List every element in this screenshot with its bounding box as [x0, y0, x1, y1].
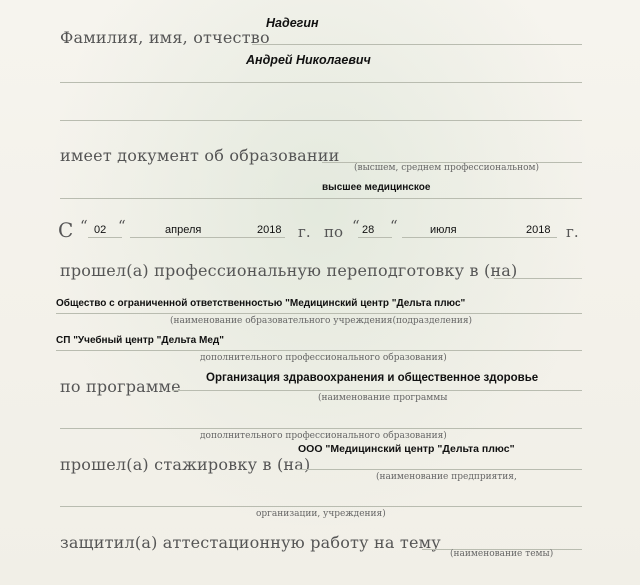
month-to-value: июля: [430, 224, 457, 236]
education-value: высшее медицинское: [322, 182, 431, 193]
day-to-value: 28: [362, 224, 375, 236]
fio-line-2: [60, 82, 582, 83]
day-from-line: [88, 237, 122, 238]
education-document-label: имеет документ об образовании: [60, 146, 340, 165]
fio-label: Фамилия, имя, отчество: [60, 28, 270, 47]
organization-value: Общество с ограниченной ответственностью "Медицинский центр "Дельта плюс": [56, 298, 466, 309]
from-prefix: С: [58, 218, 74, 242]
to-label: по: [324, 223, 344, 241]
education-hint: (высшем, среднем профессиональном): [354, 163, 540, 173]
year-from-suffix: г.: [298, 223, 311, 241]
organization-line: [56, 313, 582, 314]
day-from-value: 02: [94, 224, 107, 236]
day-to-line: [358, 237, 392, 238]
retraining-line: [494, 278, 582, 279]
month-from-value: апреля: [165, 224, 202, 236]
dop-edu-hint-1: дополнительного профессионального образования): [200, 353, 447, 363]
close-quote-2: “: [390, 217, 398, 235]
internship-line-1: [296, 469, 582, 470]
month-to-line: [402, 237, 557, 238]
organization-hint: (наименование образовательного учреждения(подразделения): [170, 316, 473, 326]
education-line-2: [60, 198, 582, 199]
program-line: [172, 390, 582, 391]
defended-label: защитил(а) аттестационную работу на тему: [60, 533, 441, 552]
open-quote-2: “: [352, 217, 360, 235]
fio-line-1: [252, 44, 582, 45]
subdivision-line: [56, 350, 582, 351]
close-quote-1: “: [118, 217, 126, 235]
name-patronymic-value: Андрей Николаевич: [246, 53, 371, 67]
program-hint: (наименование программы: [318, 393, 448, 403]
internship-place-value: ООО "Медицинский центр "Дельта плюс": [298, 443, 515, 455]
program-label: по программе: [60, 377, 181, 396]
subdivision-value: СП "Учебный центр "Дельта Мед": [56, 335, 224, 346]
program-line-2: [60, 428, 582, 429]
internship-line-2: [60, 506, 582, 507]
year-to-value: 2018: [526, 224, 551, 236]
org-inst-hint: организации, учреждения): [256, 509, 386, 519]
internship-label: прошел(а) стажировку в (на): [60, 455, 311, 474]
dop-edu-hint-2: дополнительного профессионального образования): [200, 431, 447, 441]
surname-value: Надегин: [266, 16, 319, 30]
retraining-label: прошел(а) профессиональную переподготовку в (на): [60, 261, 518, 280]
year-from-value: 2018: [257, 224, 282, 236]
open-quote-1: “: [80, 217, 88, 235]
fio-line-3: [60, 120, 582, 121]
month-from-line: [130, 237, 285, 238]
year-to-suffix: г.: [566, 223, 579, 241]
topic-hint: (наименование темы): [450, 549, 554, 559]
enterprise-hint: (наименование предприятия,: [376, 472, 517, 482]
program-value: Организация здравоохранения и общественное здоровье: [206, 372, 539, 384]
